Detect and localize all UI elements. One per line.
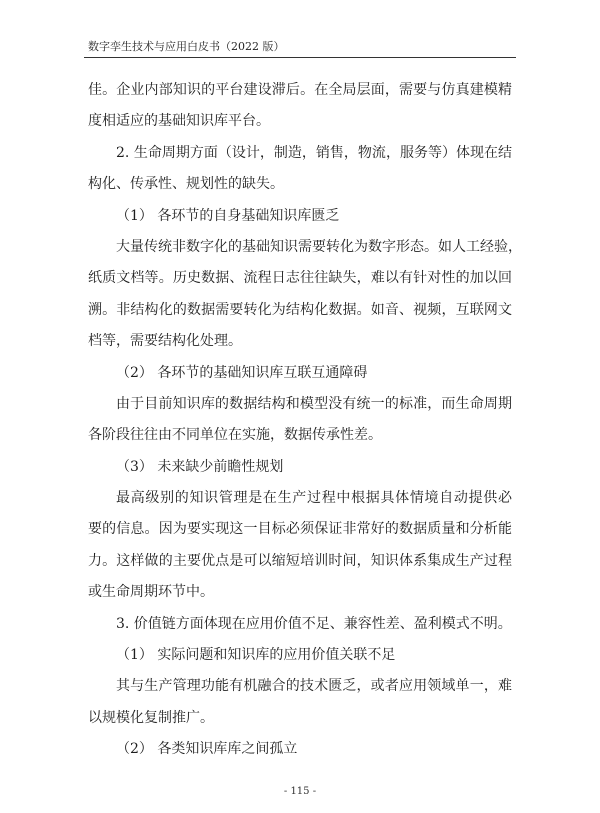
text-line: 溯。非结构化的数据需要转化为结构化数据。如音、视频，互联网文 bbox=[88, 301, 512, 318]
section-heading: 3. 价值链方面体现在应用价值不足、兼容性差、盈利模式不明。 bbox=[116, 615, 512, 632]
text-line: 力。这样做的主要优点是可以缩短培训时间，知识体系集成生产过程 bbox=[88, 552, 512, 569]
text-line: 其与生产管理功能有机融合的技术匮乏，或者应用领域单一，难 bbox=[116, 678, 512, 695]
text-line: 各阶段往往由不同单位在实施，数据传承性差。 bbox=[88, 427, 382, 444]
document-body bbox=[88, 75, 522, 766]
subsection-heading: （2） 各环节的基础知识库互联互通障碍 bbox=[116, 364, 368, 381]
text-line: 档等，需要结构化处理。 bbox=[88, 333, 242, 350]
text-line: 或生命周期环节中。 bbox=[88, 584, 214, 601]
section-heading: 2. 生命周期方面（设计，制造，销售，物流，服务等）体现在结 bbox=[116, 144, 512, 161]
text-line: 要的信息。因为要实现这一目标必须保证非常好的数据质量和分析能 bbox=[88, 521, 512, 538]
subsection-heading: （2） 各类知识库库之间孤立 bbox=[116, 741, 298, 758]
text-line: 佳。企业内部知识的平台建设滞后。在全局层面，需要与仿真建模精 bbox=[88, 82, 512, 98]
text-line: 纸质文档等。历史数据、流程日志往往缺失，难以有针对性的加以回 bbox=[88, 270, 512, 287]
header-divider bbox=[84, 57, 516, 58]
text-line: 大量传统非数字化的基础知识需要转化为数字形态。如人工经验， bbox=[116, 238, 522, 255]
running-header: 数字孪生技术与应用白皮书（2022 版） bbox=[88, 40, 285, 53]
text-line: 以规模化复制推广。 bbox=[88, 709, 214, 726]
text-line: 由于目前知识库的数据结构和模型没有统一的标准，而生命周期 bbox=[116, 395, 512, 412]
subsection-heading: （3） 未来缺少前瞻性规划 bbox=[116, 458, 284, 475]
section-heading-continuation: 构化、传承性、规划性的缺失。 bbox=[88, 176, 284, 193]
subsection-heading: （1） 实际问题和知识库的应用价值关联不足 bbox=[116, 647, 396, 664]
text-line: 度相适应的基础知识库平台。 bbox=[88, 113, 270, 130]
text-line: 最高级别的知识管理是在生产过程中根据具体情境自动提供必 bbox=[116, 490, 512, 507]
subsection-heading: （1） 各环节的自身基础知识库匮乏 bbox=[116, 207, 340, 224]
page-number: - 115 - bbox=[283, 786, 317, 797]
